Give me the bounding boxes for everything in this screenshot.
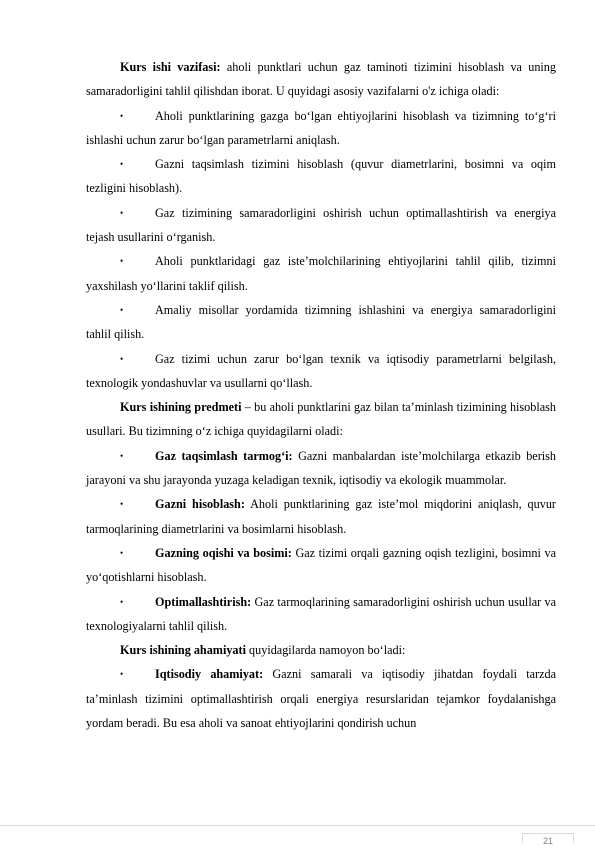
list-item: • Aholi punktlaridagi gaz iste’molchilarining ehtiyojlarini tahlil qilib, tizimni yaxshilash yo‘llarini taklif qilish. bbox=[86, 249, 556, 298]
page-body bbox=[86, 55, 556, 735]
list-item: • Iqtisodiy ahamiyat: Gazni samarali va iqtisodiy jihatdan foydali tarzda ta’minlash tizimini optimallashtirish orqali energiya resurslaridan tejamkor foydalanishga yordam beradi. Bu esa aholi va sanoat ehtiyojlarini qondirish uchun bbox=[86, 662, 556, 735]
list-item: • Gaz taqsimlash tarmog‘i: Gazni manbalardan iste’molchilarga etkazib berish jarayoni va shu jarayonda yuzaga keladigan texnik, iqtisodiy va ekologik muammolar. bbox=[86, 444, 556, 493]
list-item: • Amaliy misollar yordamida tizimning ishlashini va energiya samaradorligini tahlil qilish. bbox=[86, 298, 556, 347]
list-item: • Gazni taqsimlash tizimini hisoblash (quvur diametrlarini, bosimni va oqim tezligini hisoblash). bbox=[86, 152, 556, 201]
bullet-icon: • bbox=[120, 256, 124, 267]
importance-paragraph bbox=[86, 638, 556, 662]
subject-heading: Kurs ishining predmeti bbox=[120, 400, 242, 415]
importance-heading: Kurs ishining ahamiyati bbox=[120, 643, 246, 658]
bullet-icon: • bbox=[120, 547, 124, 558]
list-item: • Gazning oqishi va bosimi: Gaz tizimi orqali gazning oqish tezligini, bosimni va yo‘qotishlarni hisoblash. bbox=[86, 541, 556, 590]
task-paragraph bbox=[86, 55, 556, 104]
bullet-icon: • bbox=[120, 159, 124, 170]
bullet-icon: • bbox=[120, 596, 124, 607]
task-heading: Kurs ishi vazifasi: bbox=[120, 60, 221, 74]
bullet-icon: • bbox=[120, 353, 124, 364]
list-item: • Aholi punktlarining gazga bo‘lgan ehtiyojlarini hisoblash va tizimning to‘g‘ri ishlashi uchun zarur bo‘lgan parametrlarni aniqlash. bbox=[86, 104, 556, 153]
bullet-icon: • bbox=[120, 110, 124, 121]
list-item: • Gaz tizimining samaradorligini oshirish uchun optimallashtirish va energiya tejash usullarini o‘rganish. bbox=[86, 201, 556, 250]
footer-divider bbox=[0, 825, 595, 826]
subject-intro-text: – bu aholi punktlarini gaz bilan ta’minlash tizimining hisoblash usullari. Bu tizimning o‘z ichiga quyidagilarni oladi: bbox=[86, 400, 556, 439]
list-item: • Optimallashtirish: Gaz tarmoqlarining samaradorligini oshirish uchun usullar va texnologiyalarni tahlil qilish. bbox=[86, 590, 556, 639]
page-number: 21 bbox=[522, 833, 574, 843]
bullet-icon: • bbox=[120, 669, 124, 680]
bullet-icon: • bbox=[120, 304, 124, 315]
subject-paragraph bbox=[86, 395, 556, 444]
list-item: • Gaz tizimi uchun zarur bo‘lgan texnik va iqtisodiy parametrlarni belgilash, texnologik yondashuvlar va usullarni qo‘llash. bbox=[86, 347, 556, 396]
list-item: • Gazni hisoblash: Aholi punktlarining gaz iste’mol miqdorini aniqlash, quvur tarmoqlarining diametrlarini va bosimlarni hisoblash. bbox=[86, 492, 556, 541]
bullet-icon: • bbox=[120, 499, 124, 510]
importance-intro-text: quyidagilarda namoyon bo‘ladi: bbox=[245, 643, 406, 658]
bullet-icon: • bbox=[120, 450, 124, 461]
bullet-icon: • bbox=[120, 207, 124, 218]
task-intro-text: aholi punktlari uchun gaz taminoti tizimini hisoblash va uning samaradorligini tahlil qilishdan iborat. U quyidagi asosiy vazifalarni o'z ichiga oladi: bbox=[86, 60, 556, 99]
